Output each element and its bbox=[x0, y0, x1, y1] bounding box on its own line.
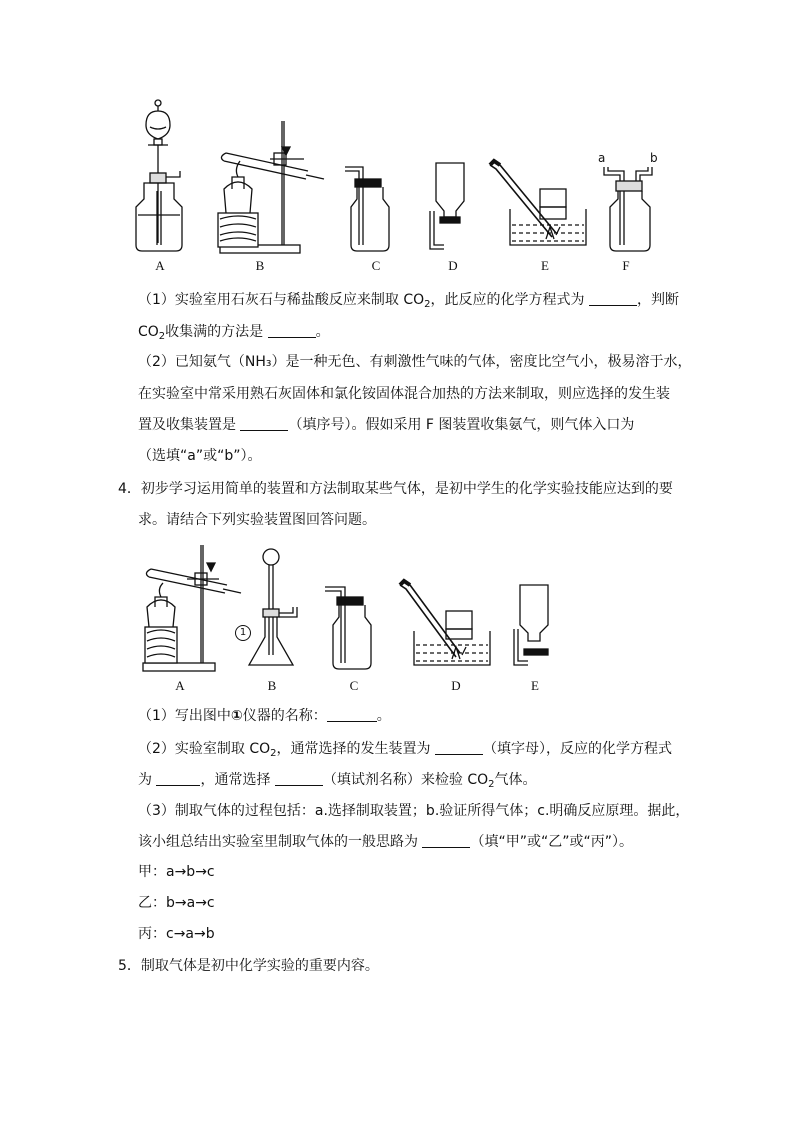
q4-sub3-line2: 该小组总结出实验室里制取气体的一般思路为 （填“甲”或“乙”或“丙”）。 bbox=[138, 834, 633, 850]
answer-blank[interactable] bbox=[275, 771, 323, 786]
figure2-label-a: A bbox=[175, 678, 185, 693]
q3-sub2-line3: 置及收集装置是 （填序号）。假如采用 F 图装置收集氨气，则气体入口为 bbox=[138, 417, 635, 433]
answer-blank[interactable] bbox=[327, 707, 377, 722]
q4-sub2-line2: 为 ，通常选择 （填试剂名称）来检验 $CO_2$气体。 bbox=[138, 772, 537, 790]
q3-sub1-line2: $CO_2$收集满的方法是 。 bbox=[138, 324, 330, 342]
figure2-label-e: E bbox=[531, 678, 539, 693]
option-yi: 乙：b→a→c bbox=[138, 895, 215, 911]
figure-apparatus-2 bbox=[135, 545, 575, 695]
figure1-label-d: D bbox=[448, 258, 458, 273]
apparatus-drawing-1 bbox=[130, 95, 670, 265]
figure-apparatus-1 bbox=[130, 95, 670, 275]
figure1-label-f: F bbox=[622, 258, 630, 273]
q4-intro-line1: 4．初步学习运用简单的装置和方法制取某些气体，是初中学生的化学实验技能应达到的要 bbox=[118, 481, 673, 497]
q3-sub1-line1: （1）实验室用石灰石与稀盐酸反应来制取 $CO_2$，此反应的化学方程式为 ，判断 bbox=[138, 292, 679, 310]
apparatus-e-water-trough bbox=[490, 161, 586, 245]
answer-blank[interactable] bbox=[240, 416, 288, 431]
figure1-label-c: C bbox=[371, 258, 381, 273]
answer-blank[interactable] bbox=[156, 771, 200, 786]
q3-sub2-line1: （2）已知氨气（NH₃）是一种无色、有刺激性气味的气体，密度比空气小，极易溶于水， bbox=[138, 354, 692, 370]
option-bing: 丙：c→a→b bbox=[138, 926, 215, 942]
q3-sub2-line4: （选填“a”或“b”）。 bbox=[138, 448, 262, 464]
apparatus-f-washing-bottle bbox=[604, 167, 652, 251]
answer-blank[interactable] bbox=[422, 833, 470, 848]
answer-blank[interactable] bbox=[268, 323, 316, 338]
figure2-label-d: D bbox=[451, 678, 461, 693]
figure1-label-e: E bbox=[541, 258, 549, 273]
apparatus-2c-gas-jar bbox=[325, 587, 371, 669]
circle-marker-1: 1 bbox=[235, 625, 251, 641]
apparatus-drawing-2 bbox=[135, 545, 575, 685]
question-number: 4． bbox=[118, 481, 141, 497]
figure1-label-a: A bbox=[155, 258, 165, 273]
apparatus-2b-conical-flask bbox=[249, 549, 297, 665]
q4-intro-line2: 求。请结合下列实验装置图回答问题。 bbox=[138, 512, 376, 528]
figure2-label-b: B bbox=[267, 678, 277, 693]
answer-blank[interactable] bbox=[589, 291, 637, 306]
apparatus-2e-inverted-jar bbox=[514, 585, 548, 665]
q5-line: 5．制取气体是初中化学实验的重要内容。 bbox=[118, 958, 379, 974]
figure1-label-b: B bbox=[255, 258, 265, 273]
option-jia: 甲：a→b→c bbox=[138, 864, 215, 880]
port-label-a: a bbox=[598, 151, 606, 165]
apparatus-2d-water-trough bbox=[400, 581, 490, 665]
answer-blank[interactable] bbox=[435, 740, 483, 755]
figure2-label-c: C bbox=[349, 678, 359, 693]
q4-sub1: （1）写出图中①仪器的名称： 。 bbox=[138, 708, 391, 724]
q4-sub2-line1: （2）实验室制取 $CO_2$，通常选择的发生装置为 （填字母），反应的化学方程式 bbox=[138, 741, 672, 759]
question-number: 5． bbox=[118, 958, 141, 974]
apparatus-a-funnel-bottle bbox=[136, 100, 182, 251]
apparatus-c-gas-jar bbox=[345, 167, 389, 251]
apparatus-b-heating-tube bbox=[218, 121, 324, 253]
q3-sub2-line2: 在实验室中常采用熟石灰固体和氯化铵固体混合加热的方法来制取，则应选择的发生装 bbox=[138, 386, 670, 402]
port-label-b: b bbox=[650, 151, 658, 165]
q4-sub3-line1: （3）制取气体的过程包括：a.选择制取装置；b.验证所得气体；c.明确反应原理。据此， bbox=[138, 803, 690, 819]
apparatus-d-inverted-jar bbox=[430, 163, 464, 249]
apparatus-2a-heating bbox=[143, 545, 241, 671]
